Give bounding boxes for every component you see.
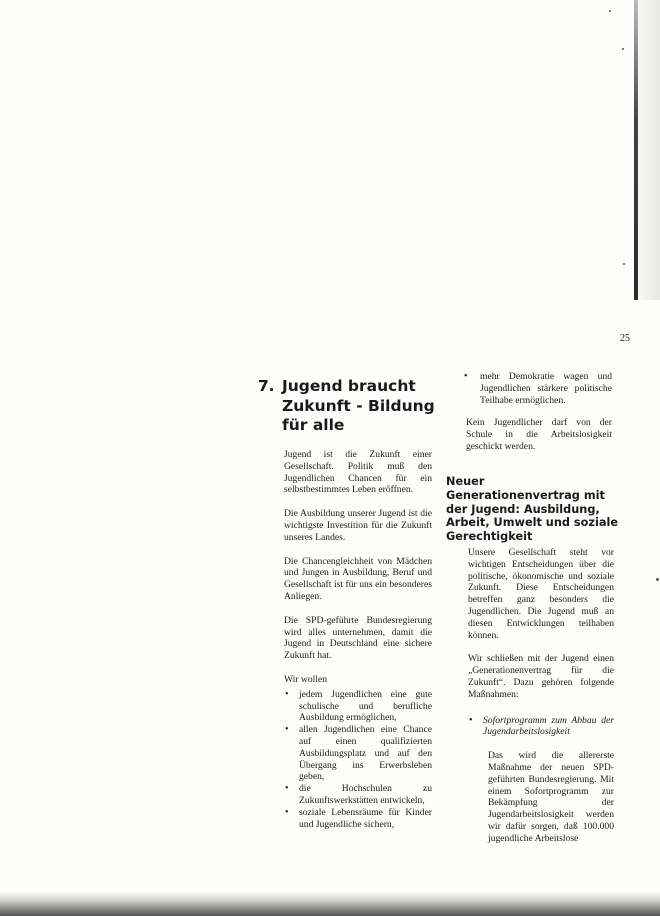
paragraph: Unsere Gesellschaft steht vor wichtigen Entscheidungen über die politische, ökonomische und soziale Zukunft. Diese Entscheidungen betreffen ganz besonders die Jugendlichen. Die Jugend muß an diesen Entwicklungen teilhaben können.	[468, 547, 614, 641]
bullet-icon: •	[285, 783, 289, 795]
list-item: • die Hochschulen zu Zukunftswerkstätten entwickeln,	[285, 783, 432, 806]
list-intro: Wir wollen	[284, 673, 328, 685]
scan-binding-edge	[634, 0, 638, 300]
scan-shadow	[638, 0, 660, 300]
page-number: 25	[620, 333, 630, 344]
measure-list	[468, 715, 614, 739]
scan-speck	[609, 10, 611, 12]
paragraph: Wir schließen mit der Jugend einen „Generationenvertrag für die Zukunft“. Dazu gehören folgende Maßnahmen:	[468, 653, 614, 700]
right-column-bottom	[468, 547, 614, 857]
list-item: • allen Jugendlichen eine Chance auf einen qualifizierten Ausbildungsplatz und auf den Übergang ins Erwerbsleben geben,	[285, 724, 432, 783]
chapter-title-text: Jugend braucht Zukunft - Bildung für alle	[282, 377, 435, 434]
scan-speck	[622, 48, 624, 50]
bullet-icon: •	[285, 724, 289, 736]
bullet-icon: •	[464, 371, 468, 382]
bullet-list	[466, 371, 612, 406]
paragraph: Das wird die allererste Maßnahme der neuen SPD-geführten Bundesregierung. Mit einem Sofortprogramm zur Bekämpfung der Jugendarbeitslosigkeit werden wir dafür sorgen, daß 100.000 jugendliche Arbeitslose	[488, 750, 614, 844]
bullet-list	[284, 689, 432, 831]
scan-speck	[656, 578, 659, 581]
paragraph: Kein Jugendlicher darf von der Schule in die Arbeitslosigkeit geschickt werden.	[466, 417, 612, 452]
paragraph: Jugend ist die Zukunft einer Gesellschaft. Politik muß den Jugendlichen Chancen für ein selbstbestimmtes Leben eröffnen.	[284, 449, 432, 496]
chapter-number: 7.	[258, 377, 275, 395]
left-column	[284, 449, 432, 830]
chapter-title	[258, 377, 438, 436]
list-item: • jedem Jugendlichen eine gute schulische und berufliche Ausbildung ermöglichen,	[285, 688, 432, 724]
list-item: • Sofortprogramm zum Abbau der Jugendarbeitslosigkeit	[469, 714, 614, 738]
paragraph: Die Ausbildung unserer Jugend ist die wichtigste Investition für die Zukunft unseres Landes.	[284, 508, 432, 543]
scan-bottom-edge	[0, 892, 660, 916]
paragraph: Die Chancengleichheit von Mädchen und Jungen in Ausbildung, Beruf und Gesellschaft ist für uns ein besonderes Anliegen.	[284, 555, 432, 602]
bullet-icon: •	[285, 806, 289, 818]
bullet-icon: •	[285, 688, 289, 700]
paragraph: Die SPD-geführte Bundesregierung wird alles unternehmen, damit die Jugend in Deutschland eine sichere Zukunft hat.	[284, 614, 432, 662]
bullet-icon: •	[469, 714, 473, 726]
list-item: • mehr Demokratie wagen und Jugendlichen stärkere politische Teilhabe ermöglichen.	[464, 371, 612, 406]
right-column-top	[466, 371, 612, 465]
scan-speck	[623, 263, 625, 265]
list-item: • soziale Lebensräume für Kinder und Jugendliche sichern,	[285, 806, 432, 830]
section-heading: Neuer Generationenvertrag mit der Jugend: Ausbildung, Arbeit, Umwelt und soziale Gerechtigkeit	[446, 475, 619, 544]
